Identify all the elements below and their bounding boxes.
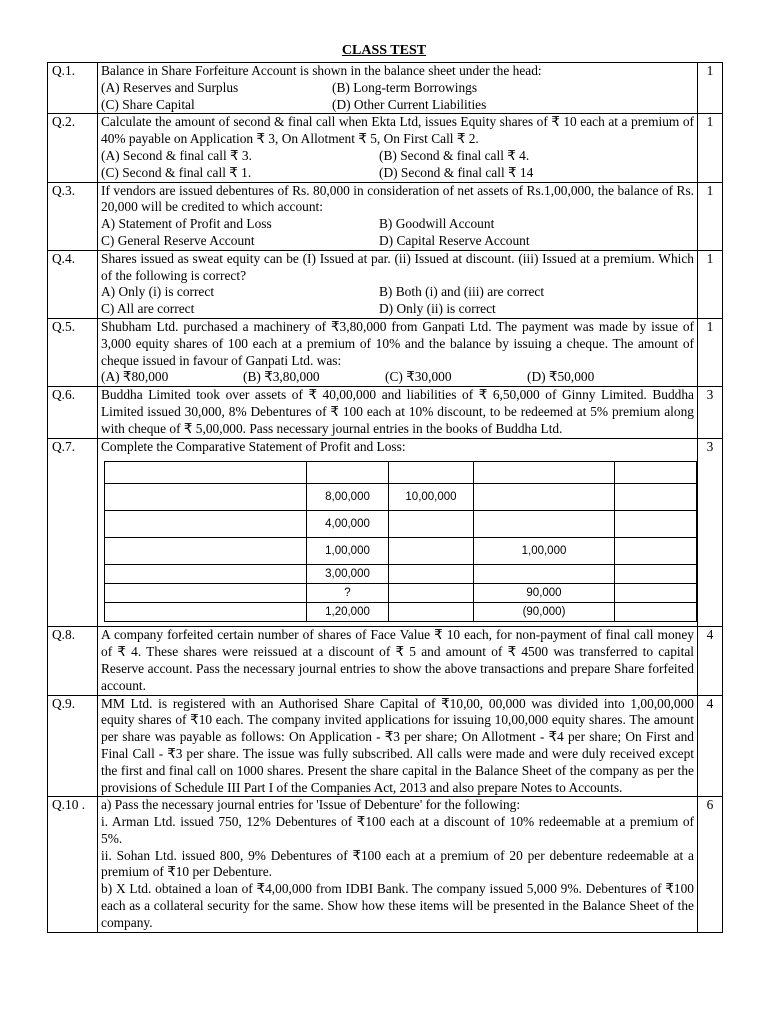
question-row-6 [48,387,723,438]
question-body [98,63,698,114]
table-row [105,511,697,538]
question-number: Q.7. [48,438,98,627]
table-cell: 8,00,000 [307,484,389,511]
question-number: Q.9. [48,695,98,797]
questions-table [47,62,723,933]
table-row [105,565,697,584]
marks: 3 [698,438,723,627]
question-body [98,438,698,627]
table-cell [474,462,615,484]
option-c: C) All are correct [101,301,195,317]
part-a-i-text: i. Arman Ltd. issued 750, 12% Debentures of ₹100 each at a discount of 10% redeemable at a premium of 5%. [101,814,694,846]
table-cell [474,511,615,538]
question-text: A company forfeited certain number of shares of Face Value ₹ 10 each, for non-payment of final call money of ₹ 4. These shares were reissued at a discount of ₹ 5 and amount of ₹ 4500 was transferred to capital Reserve account. Pass the necessary journal entries to show the above transactions and prepare Share forfeited account. [98,627,698,695]
table-cell [615,538,697,565]
option-d: (D) ₹50,000 [527,369,595,385]
table-header-row [105,462,697,484]
part-a-text: a) Pass the necessary journal entries for 'Issue of Debenture' for the following: [101,797,521,813]
page-title: CLASS TEST [341,43,427,58]
question-number: Q.4. [48,250,98,318]
table-cell: 4,00,000 [307,511,389,538]
table-cell [105,538,307,565]
option-a: A) Statement of Profit and Loss [101,216,272,232]
question-text: Shubham Ltd. purchased a machinery of ₹3,80,000 from Ganpati Ltd. The payment was made by issue of 3,000 equity shares of 100 each at a premium of 10% and the balance by issuing a cheque. The amount of cheque issued in favour of Ganpati Ltd. was: [101,318,694,368]
question-body [98,318,698,386]
question-number: Q.8. [48,627,98,695]
table-cell [474,565,615,584]
table-cell [474,484,615,511]
question-row-7 [48,438,723,627]
option-b: B) Goodwill Account [379,216,495,232]
table-cell [615,603,697,622]
option-c: C) General Reserve Account [101,232,255,248]
table-row [105,484,697,511]
question-number: Q.5. [48,318,98,386]
table-row [105,603,697,622]
marks: 1 [698,250,723,318]
part-a-ii-text: ii. Sohan Ltd. issued 800, 9% Debentures of ₹100 each at a premium of 20 per debenture redeemable at a premium of ₹10 per Debenture. [101,847,694,880]
question-row-3 [48,182,723,250]
table-cell [105,584,307,603]
table-cell [105,484,307,511]
table-cell [389,584,474,603]
table-cell: ? [307,584,389,603]
question-text: Shares issued as sweat equity can be (I) Issued at par. (ii) Issued at discount. (iii) Issued at a premium. Which of the following is correct? [101,250,694,283]
question-row-8 [48,627,723,695]
option-c: (C) Second & final call ₹ 1. [101,164,252,180]
option-a: (A) ₹80,000 [101,369,169,385]
option-b: B) Both (i) and (iii) are correct [379,284,545,300]
question-text: MM Ltd. is registered with an Authorised Share Capital of ₹10,00, 00,000 was divided into 1,00,00,000 equity shares of ₹10 each. The company invited applications for issuing 10,00,000 equity shares. The amount per share was payable as follows: On Application - ₹3 per share; On Allotment - ₹4 per share; On First and Final Call - ₹3 per share. The issue was fully subscribed. All calls were made and were duly received except the first and final call on 1000 shares. Present the share capital in the Balance Sheet of the company as per the provisions of Schedule III Part I of the Companies Act, 2013 and also prepare Notes to Accounts. [98,695,698,797]
marks: 4 [698,627,723,695]
question-number: Q.1. [48,63,98,114]
option-a: (A) Second & final call ₹ 3. [101,147,252,163]
option-b: (B) Second & final call ₹ 4. [379,147,530,163]
table-cell [307,462,389,484]
table-cell [105,565,307,584]
question-row-5 [48,318,723,386]
table-cell [615,462,697,484]
option-c: (C) ₹30,000 [385,369,452,385]
option-d: (D) Second & final call ₹ 14 [379,164,534,180]
question-number: Q.2. [48,114,98,182]
question-text: Balance in Share Forfeiture Account is shown in the balance sheet under the head: [101,63,542,78]
table-cell [389,565,474,584]
option-c: (C) Share Capital [101,96,195,112]
table-cell: 1,00,000 [307,538,389,565]
question-row-10 [48,797,723,932]
question-text: Buddha Limited took over assets of ₹ 40,00,000 and liabilities of ₹ 6,50,000 of Ginny Limited. Buddha Limited issued 30,000, 8% Debentures of ₹ 100 each at 10% discount, to be redeemed at 5% premium along with cheque of ₹ 5,00,000. Pass necessary journal entries in the books of Buddha Ltd. [98,387,698,438]
table-cell [389,603,474,622]
option-d: (D) Other Current Liabilities [332,96,487,112]
table-cell [105,603,307,622]
table-cell [615,584,697,603]
marks: 1 [698,318,723,386]
part-b-text: b) X Ltd. obtained a loan of ₹4,00,000 from IDBI Bank. The company issued 5,000 9%. Debentures of ₹100 each as a collateral security for the same. Show how these items will be presented in the Balance Sheet of the company. [101,881,694,930]
question-text: Calculate the amount of second & final call when Ekta Ltd, issues Equity shares of ₹ 10 each at a premium of 40% payable on Application ₹ 3, On Allotment ₹ 5, On First Call ₹ 2. [101,114,694,147]
table-cell: 90,000 [474,584,615,603]
question-text: If vendors are issued debentures of Rs. 80,000 in consideration of net assets of Rs.1,00,000, the balance of Rs. 20,000 will be credited to which account: [101,182,694,215]
table-cell [389,511,474,538]
question-row-2 [48,114,723,182]
option-d: D) Capital Reserve Account [379,232,530,248]
table-cell [615,511,697,538]
table-cell: (90,000) [474,603,615,622]
option-b: (B) ₹3,80,000 [243,369,320,385]
marks: 4 [698,695,723,797]
marks: 1 [698,114,723,182]
marks: 6 [698,797,723,932]
table-cell [389,462,474,484]
question-text: Complete the Comparative Statement of Profit and Loss: [101,438,406,454]
table-cell [615,565,697,584]
table-cell: 1,20,000 [307,603,389,622]
option-b: (B) Long-term Borrowings [332,79,478,95]
option-d: D) Only (ii) is correct [379,301,496,317]
table-row [105,584,697,603]
marks: 3 [698,387,723,438]
option-a: A) Only (i) is correct [101,284,215,300]
question-number: Q.6. [48,387,98,438]
comparative-statement-table [104,461,697,622]
question-number: Q.3. [48,182,98,250]
marks: 1 [698,182,723,250]
marks: 1 [698,63,723,114]
question-body [98,250,698,318]
question-body [98,182,698,250]
table-cell: 10,00,000 [389,484,474,511]
option-a: (A) Reserves and Surplus [101,79,239,95]
table-cell [105,511,307,538]
question-body [98,114,698,182]
question-row-4 [48,250,723,318]
table-row [105,538,697,565]
question-row-1 [48,63,723,114]
question-row-9 [48,695,723,797]
table-cell: 3,00,000 [307,565,389,584]
table-cell [389,538,474,565]
question-body [98,797,698,932]
question-number: Q.10 . [48,797,98,932]
table-cell: 1,00,000 [474,538,615,565]
table-cell [105,462,307,484]
table-cell [615,484,697,511]
